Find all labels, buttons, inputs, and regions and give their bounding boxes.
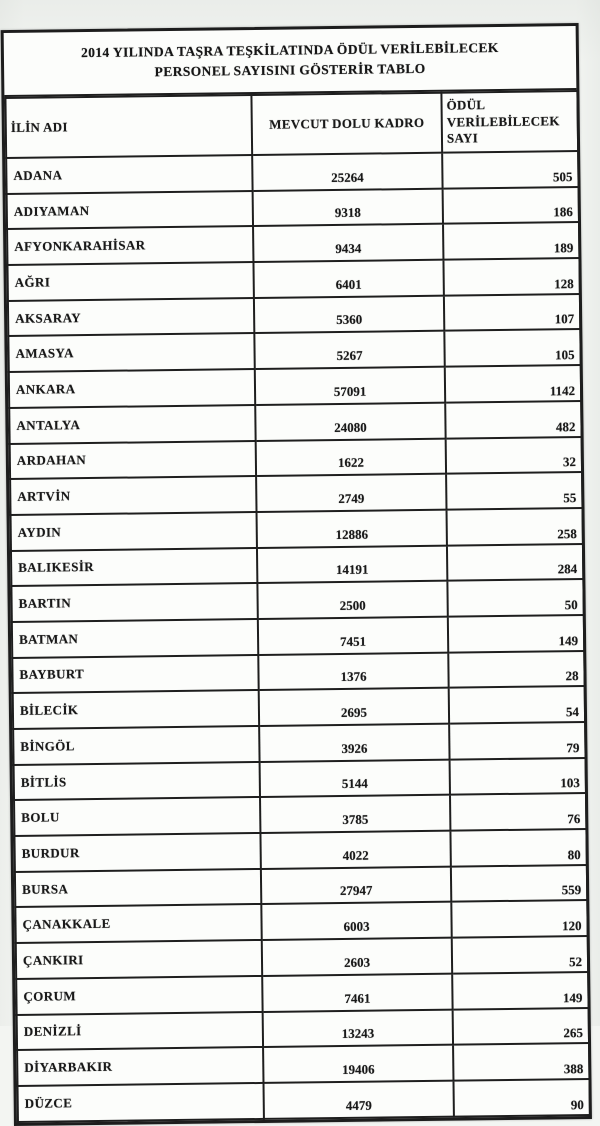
province-name-cell: AĞRI <box>7 262 253 301</box>
current-staff-cell: 24080 <box>255 402 445 440</box>
province-name-cell: DENİZLİ <box>17 1011 263 1050</box>
awardable-count-cell: 258 <box>447 508 583 545</box>
current-staff-cell: 7461 <box>262 973 452 1011</box>
table-body <box>6 151 590 1121</box>
awardable-count-cell: 265 <box>453 1007 589 1044</box>
table-title <box>4 26 577 97</box>
current-staff-cell: 12886 <box>257 510 447 548</box>
current-staff-cell: 7451 <box>258 617 448 655</box>
awardable-count-cell: 149 <box>448 615 584 652</box>
awardable-count-cell: 388 <box>453 1043 589 1080</box>
awardable-count-cell: 105 <box>444 329 580 366</box>
current-staff-cell: 19406 <box>263 1045 453 1083</box>
province-name-cell: ÇANKIRI <box>16 940 262 979</box>
table-row <box>18 1079 590 1122</box>
table-title-line-2: PERSONEL SAYISINI GÖSTERİR TABLO <box>154 60 426 80</box>
current-staff-cell: 5144 <box>260 759 450 797</box>
province-name-cell: ÇANAKKALE <box>15 904 261 943</box>
current-staff-cell: 9318 <box>253 188 443 226</box>
current-staff-cell: 1622 <box>256 438 446 476</box>
column-header-province-name: İLİN ADI <box>5 95 252 158</box>
awardable-count-cell: 50 <box>447 579 583 616</box>
province-name-cell: BAYBURT <box>12 655 258 694</box>
current-staff-cell: 6401 <box>253 260 443 298</box>
province-name-cell: ÇORUM <box>16 976 262 1015</box>
province-name-cell: ADANA <box>6 155 252 194</box>
table-header-row <box>5 91 578 158</box>
current-staff-cell: 6003 <box>261 902 451 940</box>
province-name-cell: ARDAHAN <box>10 440 256 479</box>
province-name-cell: AMASYA <box>8 333 254 372</box>
province-name-cell: BARTIN <box>11 583 257 622</box>
awardable-count-cell: 128 <box>443 258 579 295</box>
current-staff-cell: 9434 <box>253 224 443 262</box>
province-name-cell: BİNGÖL <box>13 726 259 765</box>
province-name-cell: ADIYAMAN <box>7 191 253 230</box>
province-name-cell: AFYONKARAHİSAR <box>7 226 253 265</box>
awardable-count-cell: 559 <box>451 865 587 902</box>
province-name-cell: AKSARAY <box>8 298 254 337</box>
current-staff-cell: 3926 <box>259 724 449 762</box>
awardable-count-cell: 149 <box>452 972 588 1009</box>
current-staff-cell: 3785 <box>260 795 450 833</box>
province-name-cell: AYDIN <box>11 512 257 551</box>
current-staff-cell: 57091 <box>255 367 445 405</box>
table-title-line-1: 2014 YILINDA TAŞRA TEŞKİLATINDA ÖDÜL VERİLEBİLECEK <box>80 39 499 60</box>
current-staff-cell: 4479 <box>263 1081 453 1119</box>
awardable-count-cell: 107 <box>444 294 580 331</box>
current-staff-cell: 4022 <box>260 831 450 869</box>
awardable-count-cell: 1142 <box>445 365 581 402</box>
current-staff-cell: 13243 <box>263 1009 453 1047</box>
awardable-count-cell: 103 <box>450 758 586 795</box>
current-staff-cell: 1376 <box>258 652 448 690</box>
personnel-award-table <box>4 90 590 1122</box>
awardable-count-cell: 80 <box>450 829 586 866</box>
column-header-current-filled-staff: MEVCUT DOLU KADRO <box>251 93 442 155</box>
awardable-count-cell: 90 <box>453 1079 589 1116</box>
awardable-count-cell: 120 <box>451 900 587 937</box>
column-header-awardable-count: ÖDÜL VERİLEBİLECEK SAYI <box>441 91 578 153</box>
current-staff-cell: 2603 <box>262 938 452 976</box>
province-name-cell: BİLECİK <box>13 690 259 729</box>
province-name-cell: BATMAN <box>12 619 258 658</box>
awardable-count-cell: 79 <box>449 722 585 759</box>
province-name-cell: BİTLİS <box>14 762 260 801</box>
awardable-count-cell: 32 <box>446 437 582 474</box>
awardable-count-cell: 189 <box>443 222 579 259</box>
province-name-cell: ANTALYA <box>9 405 255 444</box>
current-staff-cell: 2695 <box>259 688 449 726</box>
province-name-cell: BURDUR <box>14 833 260 872</box>
province-name-cell: ARTVİN <box>10 476 256 515</box>
awardable-count-cell: 482 <box>445 401 581 438</box>
current-staff-cell: 25264 <box>252 153 442 191</box>
current-staff-cell: 2749 <box>256 474 446 512</box>
awardable-count-cell: 76 <box>450 793 586 830</box>
awardable-count-cell: 505 <box>442 151 578 188</box>
awardable-count-cell: 55 <box>446 472 582 509</box>
province-name-cell: DÜZCE <box>18 1083 264 1122</box>
province-name-cell: ANKARA <box>9 369 255 408</box>
province-name-cell: DİYARBAKIR <box>17 1047 263 1086</box>
award-table-frame <box>1 23 592 1126</box>
awardable-count-cell: 28 <box>448 651 584 688</box>
awardable-count-cell: 52 <box>452 936 588 973</box>
awardable-count-cell: 54 <box>449 686 585 723</box>
current-staff-cell: 5360 <box>254 295 444 333</box>
province-name-cell: BURSA <box>15 869 261 908</box>
current-staff-cell: 14191 <box>257 545 447 583</box>
current-staff-cell: 27947 <box>261 866 451 904</box>
current-staff-cell: 2500 <box>257 581 447 619</box>
province-name-cell: BOLU <box>14 797 260 836</box>
province-name-cell: BALIKESİR <box>11 548 257 587</box>
awardable-count-cell: 186 <box>443 187 579 224</box>
current-staff-cell: 5267 <box>254 331 444 369</box>
awardable-count-cell: 284 <box>447 544 583 581</box>
